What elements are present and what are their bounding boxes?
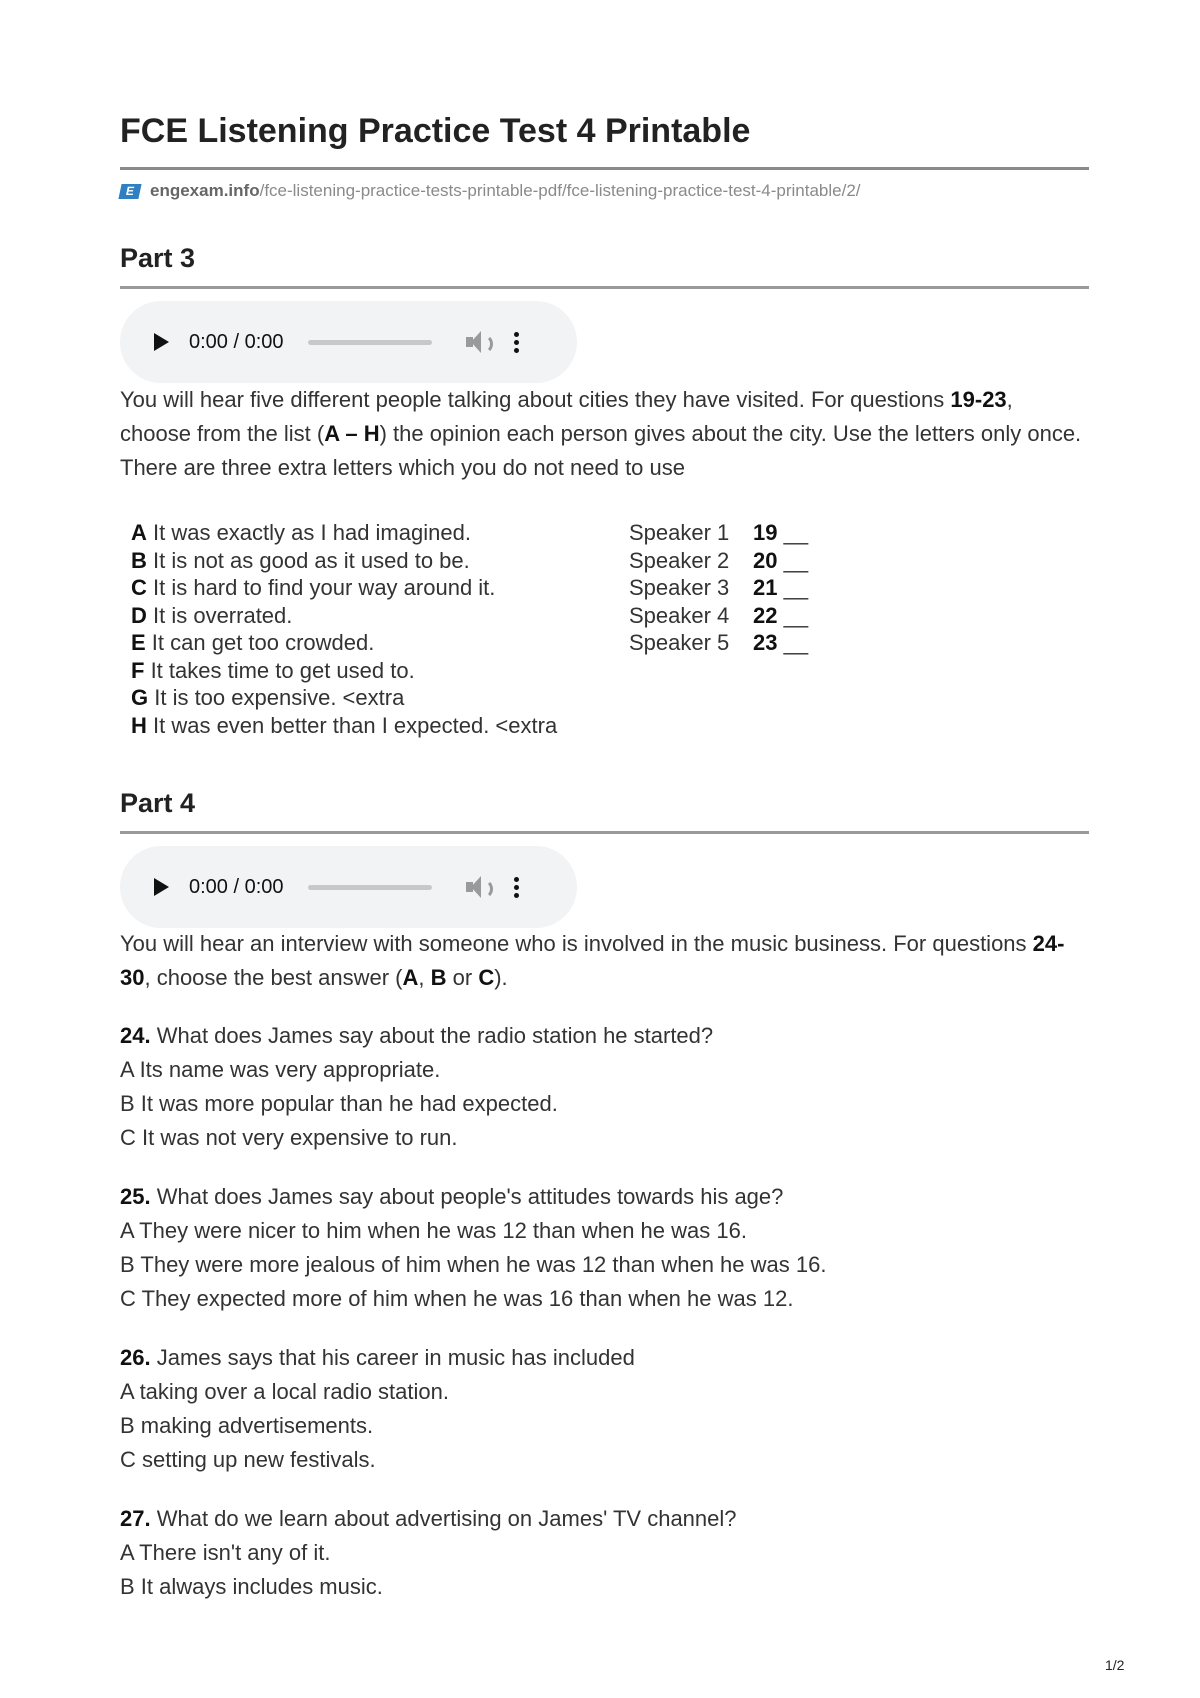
answer-option[interactable]: B It always includes music.	[120, 1574, 383, 1599]
option-text: It is not as good as it used to be.	[146, 547, 470, 573]
audio-time: 0:00 / 0:00	[189, 875, 284, 898]
answer-blank[interactable]: __	[777, 520, 809, 545]
page-number: 1/2	[1105, 1657, 1125, 1673]
list-item	[131, 519, 557, 547]
part4-heading: Part 4	[120, 788, 196, 818]
list-item	[131, 629, 557, 657]
question-stem	[120, 1180, 826, 1214]
page-title: FCE Listening Practice Test 4 Printable	[120, 112, 751, 150]
list-item	[131, 602, 557, 630]
part3-intro-letters: A – H	[324, 421, 380, 446]
question-number: 24.	[120, 1023, 151, 1048]
volume-icon[interactable]	[466, 876, 492, 898]
audio-progress-slider[interactable]	[308, 340, 432, 345]
answer-option[interactable]: B making advertisements.	[120, 1413, 374, 1438]
more-options-icon[interactable]	[514, 877, 519, 898]
list-item	[131, 574, 557, 602]
part4-instructions	[120, 927, 1089, 995]
question-text: What does James say about the radio station he started?	[150, 1023, 714, 1048]
part4-divider	[120, 831, 1089, 834]
option-letter: G	[131, 685, 149, 710]
answer-option[interactable]: C It was not very expensive to run.	[120, 1125, 458, 1150]
speaker-row	[629, 574, 808, 602]
list-item	[131, 547, 557, 575]
question-stem	[120, 1019, 713, 1053]
question-number: 21	[753, 575, 778, 600]
question-text: What does James say about people's attitudes towards his age?	[150, 1184, 784, 1209]
answer-option[interactable]: A There isn't any of it.	[120, 1540, 331, 1565]
part4-intro-option-c: C	[478, 965, 495, 990]
question-number: 22	[753, 602, 778, 628]
option-letter: D	[131, 602, 147, 628]
answer-option[interactable]: B It was more popular than he had expected.	[120, 1091, 558, 1116]
speaker-label: Speaker 1	[629, 520, 730, 545]
part4-intro-text-2: , choose the best answer (	[144, 965, 403, 990]
speaker-row	[629, 629, 808, 657]
site-logo-icon: E	[118, 184, 141, 199]
speaker-row	[629, 519, 808, 547]
question-text: What do we learn about advertising on James' TV channel?	[150, 1506, 737, 1531]
answer-blank[interactable]: __	[777, 547, 809, 573]
list-item	[131, 657, 557, 685]
answer-blank[interactable]: __	[777, 630, 809, 655]
answer-blank[interactable]: __	[777, 602, 809, 628]
question-number: 27.	[120, 1506, 151, 1531]
speaker-row	[629, 602, 808, 630]
part3-intro-range: 19-23	[950, 387, 1007, 412]
option-text: It can get too crowded.	[145, 630, 375, 655]
part3-intro-text-3: ) the opinion each person gives about the city. Use the letters only once. There are three extra letters which you do not need to use	[120, 421, 1082, 480]
question-number: 26.	[120, 1345, 151, 1370]
answer-blank[interactable]: __	[777, 575, 809, 600]
part4-intro-text-4: or	[446, 965, 479, 990]
play-icon[interactable]	[154, 878, 169, 896]
question-24	[120, 1019, 713, 1155]
question-stem	[120, 1341, 635, 1375]
answer-option[interactable]: A They were nicer to him when he was 12 than when he was 16.	[120, 1218, 747, 1243]
speaker-answer-list	[629, 519, 808, 657]
question-27	[120, 1502, 737, 1604]
answer-option[interactable]: C setting up new festivals.	[120, 1447, 376, 1472]
part4-intro-option-a: A	[402, 965, 419, 990]
speaker-label: Speaker 2	[629, 547, 730, 573]
play-icon[interactable]	[154, 333, 169, 351]
part3-intro-text-2: , choose from the list (	[120, 387, 1013, 446]
audio-time: 0:00 / 0:00	[189, 330, 284, 353]
part3-audio-player[interactable]	[120, 301, 577, 383]
speaker-label: Speaker 4	[629, 602, 730, 628]
answer-option[interactable]: B They were more jealous of him when he was 12 than when he was 16.	[120, 1252, 827, 1277]
option-text: It was exactly as I had imagined.	[146, 520, 471, 545]
question-26	[120, 1341, 635, 1477]
part4-audio-player[interactable]	[120, 846, 577, 928]
option-text: It is hard to find your way around it.	[146, 575, 496, 600]
speaker-label: Speaker 3	[629, 575, 730, 600]
part4-intro-option-b: B	[430, 965, 447, 990]
part4-intro-range: 24-30	[120, 931, 1065, 990]
part4-intro-text-3: ,	[418, 965, 431, 990]
more-options-icon[interactable]	[514, 332, 519, 353]
option-text: It is overrated.	[146, 602, 293, 628]
option-letter: F	[131, 657, 145, 683]
option-text: It is too expensive. <extra	[148, 685, 405, 710]
option-letter: E	[131, 630, 146, 655]
volume-icon[interactable]	[466, 331, 492, 353]
speaker-label: Speaker 5	[629, 630, 730, 655]
question-stem	[120, 1502, 737, 1536]
audio-progress-slider[interactable]	[308, 885, 432, 890]
question-number: 19	[753, 520, 778, 545]
source-link[interactable]	[120, 180, 861, 202]
question-number: 25.	[120, 1184, 151, 1209]
question-25	[120, 1180, 826, 1316]
option-letter: B	[131, 547, 147, 573]
part3-intro-text-1: You will hear five different people talking about cities they have visited. For questions	[120, 387, 951, 412]
question-number: 23	[753, 630, 778, 655]
answer-option[interactable]: C They expected more of him when he was 16 than when he was 12.	[120, 1286, 794, 1311]
part4-intro-text-5: ).	[494, 965, 508, 990]
option-text: It was even better than I expected. <extra	[146, 712, 558, 738]
option-letter: H	[131, 712, 147, 738]
title-divider	[120, 167, 1089, 170]
source-path: /fce-listening-practice-tests-printable-pdf/fce-listening-practice-test-4-printable/2/	[259, 181, 861, 200]
option-letter: A	[131, 520, 147, 545]
question-text: James says that his career in music has included	[150, 1345, 635, 1370]
source-domain: engexam.info	[150, 181, 260, 200]
option-text: It takes time to get used to.	[144, 657, 415, 683]
answer-option[interactable]: A taking over a local radio station.	[120, 1379, 449, 1404]
opinion-options-list	[131, 519, 557, 739]
list-item	[131, 684, 557, 712]
list-item	[131, 712, 557, 740]
part3-divider	[120, 286, 1089, 289]
option-letter: C	[131, 575, 147, 600]
part3-instructions	[120, 383, 1089, 485]
part3-heading: Part 3	[120, 243, 196, 273]
part4-intro-text-1: You will hear an interview with someone who is involved in the music business. For questions	[120, 931, 1033, 956]
question-number: 20	[753, 547, 778, 573]
answer-option[interactable]: A Its name was very appropriate.	[120, 1057, 441, 1082]
speaker-row	[629, 547, 808, 575]
